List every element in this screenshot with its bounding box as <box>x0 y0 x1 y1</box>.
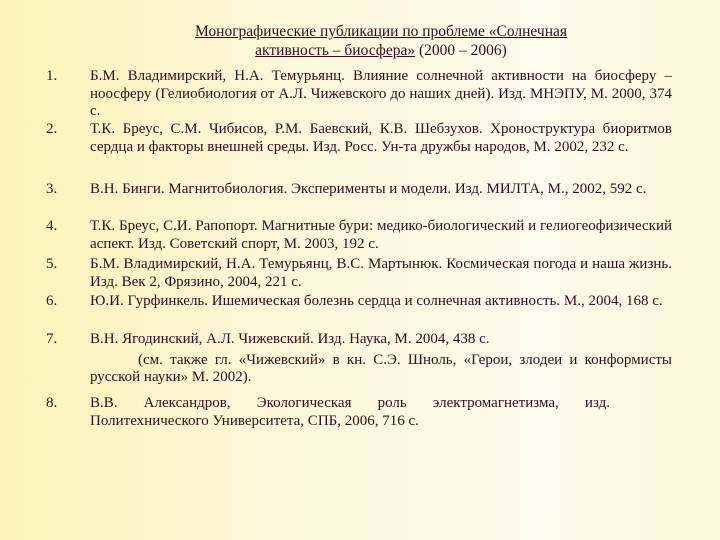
item-text: В.В. Александров, Экологическая роль электромагнетизма, изд. Политехнического Университета, СПБ, 2006, 716 с. <box>90 395 610 429</box>
item-number: 8. <box>46 395 58 411</box>
item-text: В.Н. Бинги. Магнитобиология. Эксперименты и модели. Изд. МИЛТА, М., 2002, 592 с. <box>90 181 647 197</box>
item-text: Б.М. Владимирский, Н.А. Темурьянц. Влияние солнечной активности на биосферу – ноосферу (Гелиобиология от А.Л. Чижевского до наших дней). Изд. МНЭПУ, М. 2000, 374 с. <box>90 68 672 119</box>
item-number: 1. <box>46 68 58 84</box>
title-line-1: Монографические публикации по проблеме «Солнечная <box>195 23 567 40</box>
item-text: В.Н. Ягодинский, А.Л. Чижевский. Изд. Наука, М. 2004, 438 с. <box>90 331 490 347</box>
item-number: 2. <box>46 121 58 137</box>
page-title <box>90 22 672 60</box>
item-number: 5. <box>46 256 58 272</box>
title-line-2: активность – биосфера» (2000 – 2006) <box>255 42 507 59</box>
item-number: 4. <box>46 218 58 234</box>
item-text: Б.М. Владимирский, Н.А. Темурьянц, В.С. Мартынюк. Космическая погода и наша жизнь. Изд. Век 2, Фрязино, 2004, 221 с. <box>90 256 672 290</box>
item-text: Т.К. Бреус, С.М. Чибисов, Р.М. Баевский, К.В. Шебзухов. Хроноструктура биоритмов сердца и факторы внешней среды. Изд. Росс. Ун-та дружбы народов, М. 2002, 232 с. <box>90 121 672 155</box>
item-note: (см. также гл. «Чижевский» в кн. С.Э. Шноль, «Герои, злодеи и конформисты русской науки» М. 2002). <box>90 351 672 385</box>
item-number: 7. <box>46 331 58 347</box>
item-text: Ю.И. Гурфинкель. Ишемическая болезнь сердца и солнечная активность. М., 2004, 168 с. <box>90 293 663 309</box>
item-text: Т.К. Бреус, С.И. Рапопорт. Магнитные бури: медико-биологический и гелиогеофизический аспект. Изд. Советский спорт, М. 2003, 192 с. <box>90 218 672 252</box>
item-number: 3. <box>46 181 58 197</box>
item-number: 6. <box>46 293 58 309</box>
